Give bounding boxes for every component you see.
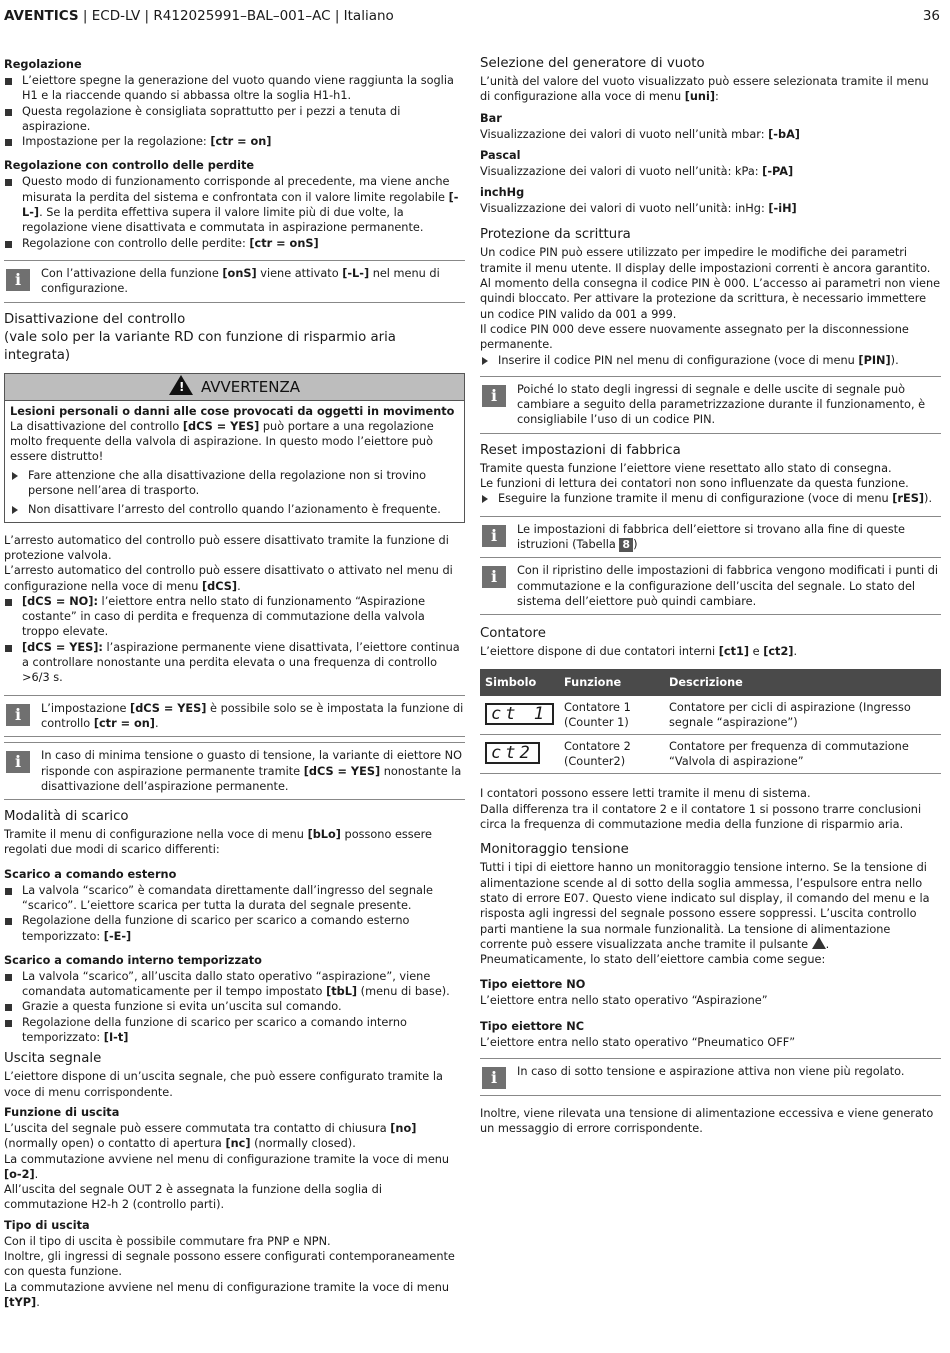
paragraph: Inoltre, gli ingressi di segnale possono essere configurati contemporaneamente con questa funzione. — [4, 1250, 455, 1279]
paragraph: L’eiettore dispone di due contatori interni [ct1] e [ct2]. — [480, 645, 798, 659]
warning-button-icon — [812, 937, 826, 949]
function-cell: Contatore 1 (Counter 1) — [559, 696, 664, 735]
list-item: [dCS = YES]: l’aspirazione permanente viene disattivata, l’eiettore continua a controllare nonostante una perdita elevata o una frequenza di controllo >6/3 s. — [4, 640, 465, 686]
warning-header: !AVVERTENZA — [5, 374, 464, 401]
regolazione-list — [4, 73, 465, 149]
section-reset-title: Reset impostazioni di fabbrica — [480, 442, 681, 458]
warning-text: La disattivazione del controllo [dCS = YES] può portare a una regolazione molto frequente della valvola di aspirazione. In questo modo l’eiettore può essere distrutto! — [10, 419, 434, 464]
info-icon: i — [482, 566, 506, 588]
paragraph: Tramite il menu di configurazione nella voce di menu [bLo] possono essere regolati due modi di scarico differenti: — [4, 828, 432, 857]
paragraph: Pneumaticamente, lo stato dell’eiettore cambia come segue: — [480, 953, 826, 967]
scarico-interno-list — [4, 969, 465, 1045]
info-icon: i — [6, 269, 30, 291]
list-item: Regolazione con controllo delle perdite: [ctr = onS] — [4, 236, 465, 251]
section-contatore-title: Contatore — [480, 626, 546, 642]
list-item: Grazie a questa funzione si evita un’uscita sul comando. — [4, 999, 465, 1014]
unit-inchhg-title: inchHg — [480, 186, 525, 200]
type-no-title: Tipo eiettore NO — [480, 978, 586, 992]
list-item: Inserire il codice PIN nel menu di configurazione (voce di menu [PIN]). — [480, 353, 941, 368]
dcs-list — [4, 594, 465, 686]
section-selezione-title: Selezione del generatore di vuoto — [480, 56, 705, 71]
page-header — [4, 7, 940, 27]
paragraph: L’arresto automatico del controllo può essere disattivato o attivato nel menu di configurazione nella voce di menu [dCS]. — [4, 564, 453, 593]
paragraph: La commutazione avviene nel menu di configurazione tramite la voce di menu [tYP]. — [4, 1280, 450, 1309]
warning-subtitle: Lesioni personali o danni alle cose provocati da oggetti in movimento — [10, 404, 455, 418]
list-item: Regolazione della funzione di scarico per scarico a comando esterno temporizzato: [-E-] — [4, 913, 465, 944]
regolazione-perdite-list — [4, 174, 465, 250]
section-tipo-uscita-title: Tipo di uscita — [4, 1218, 90, 1232]
info-icon: i — [6, 704, 30, 726]
paragraph: L’eiettore dispone di un’uscita segnale, che può essere configurato tramite la voce di menu corrispondente. — [4, 1070, 443, 1099]
list-item: Fare attenzione che alla disattivazione della regolazione non si trovino persone nell’area di trasporto. — [10, 468, 459, 499]
info-icon: i — [482, 1067, 506, 1089]
list-item: Questo modo di funzionamento corrisponde al precedente, ma viene anche misurata la perdita del sistema e confrontata con il valore limite regolabile [-L-]. Se la perdita effettiva supera il valore limite più di due volte, la regolazione viene disattivata e commutata in aspirazione permanente. — [4, 174, 465, 235]
info-note: i Poiché lo stato degli ingressi di segnale e delle uscite di segnale può cambiare a seguito della parametrizzazione durante il funzionamento, è consigliabile l’uso di un codice PIN. — [480, 376, 941, 434]
paragraph: Il codice PIN 000 deve essere nuovamente assegnato per la disconnessione permanente. — [480, 322, 909, 352]
column-header: Simbolo — [480, 669, 559, 696]
reset-actions — [480, 491, 941, 506]
info-note: i L’impostazione [dCS = YES] è possibile solo se è impostata la funzione di controllo [ctr = on]. — [4, 695, 465, 738]
warning-box — [4, 373, 465, 523]
paragraph: Tramite questa funzione l’eiettore viene resettato allo stato di consegna. — [480, 461, 892, 475]
protezione-actions — [480, 353, 941, 368]
paragraph: Al momento della consegna il codice PIN è 000. L’accesso ai parametri non viene quindi bloccato. Per attivare la protezione da scrittura, è necessario immettere un codice PIN valido da 001 a 999. — [480, 277, 941, 321]
section-modalita-scarico-title: Modalità di scarico — [4, 809, 129, 825]
description-cell: Contatore per cicli di aspirazione (Ingresso segnale “aspirazione”) — [664, 696, 941, 735]
info-icon: i — [6, 751, 30, 773]
section-funzione-uscita-title: Funzione di uscita — [4, 1105, 120, 1119]
paragraph: Dalla differenza tra il contatore 2 e il contatore 1 si possono trarre conclusioni circa la frequenza di commutazione media della funzione di risparmio aria. — [480, 802, 922, 832]
unit-bar-title: Bar — [480, 111, 502, 125]
left-column — [4, 55, 465, 1310]
counter-table — [480, 669, 941, 774]
section-scarico-esterno-title: Scarico a comando esterno — [4, 867, 177, 881]
info-note: i In caso di sotto tensione e aspirazione attiva non viene più regolato. — [480, 1058, 941, 1096]
section-regolazione-perdite-title: Regolazione con controllo delle perdite — [4, 159, 255, 173]
paragraph: Visualizzazione dei valori di vuoto nell’unità: inHg: [-iH] — [480, 202, 797, 216]
symbol-cell — [480, 735, 559, 774]
info-note: i Le impostazioni di fabbrica dell’eiettore si trovano alla fine di queste istruzioni (Tabella 8 ) — [480, 516, 941, 559]
paragraph: La commutazione avviene nel menu di configurazione tramite la voce di menu [o-2]. — [4, 1152, 450, 1181]
paragraph: All’uscita del segnale OUT 2 è assegnata la funzione della soglia di commutazione H2-h 2 (controllo parti). — [4, 1183, 382, 1212]
paragraph: Le funzioni di lettura dei contatori non sono influenzate da questa funzione. — [480, 477, 909, 491]
list-item: La valvola “scarico” è comandata direttamente dall’ingresso del segnale “scarico”. L’eiettore scarica per tutta la durata del segnale presente. — [4, 883, 465, 914]
scarico-esterno-list — [4, 883, 465, 944]
page-number: 36 — [922, 8, 940, 24]
section-disattivazione-title: Disattivazione del controllo (vale solo per la variante RD con funzione di risparmio aria integrata) — [4, 311, 396, 363]
paragraph: Visualizzazione dei valori di vuoto nell’unità mbar: [-bA] — [480, 127, 800, 141]
type-nc-title: Tipo eiettore NC — [480, 1019, 585, 1033]
column-header: Descrizione — [664, 669, 941, 696]
right-column — [480, 55, 941, 1137]
display-symbol-ct2: ct2 — [485, 742, 540, 764]
info-note: i Con l’attivazione della funzione [onS] viene attivato [-L-] nel menu di configurazione. — [4, 260, 465, 303]
list-item: La valvola “scarico”, all’uscita dallo stato operativo “aspirazione”, viene comandata automaticamente per il tempo impostato [tbL] (menu di base). — [4, 969, 465, 1000]
list-item: Eseguire la funzione tramite il menu di configurazione (voce di menu [rES]). — [480, 491, 941, 506]
list-item: Questa regolazione è consigliata soprattutto per i pezzi a tenuta di aspirazione. — [4, 104, 465, 135]
function-cell: Contatore 2 (Counter2) — [559, 735, 664, 774]
unit-pascal-title: Pascal — [480, 148, 521, 162]
paragraph: Inoltre, viene rilevata una tensione di alimentazione eccessiva e viene generato un messaggio di errore corrispondente. — [480, 1106, 934, 1136]
warning-icon — [169, 375, 193, 395]
list-item: Impostazione per la regolazione: [ctr = on] — [4, 134, 465, 149]
paragraph: L’uscita del segnale può essere commutata tra contatto di chiusura [no] (normally open) o contatto di apertura [nc] (normally closed). — [4, 1121, 417, 1151]
section-regolazione-title: Regolazione — [4, 58, 82, 71]
list-item: Regolazione della funzione di scarico per scarico a comando interno temporizzato: [I-t] — [4, 1015, 465, 1046]
info-note: i In caso di minima tensione o guasto di tensione, la variante di eiettore NO risponde con aspirazione permanente tramite [dCS = YES] nonostante la disattivazione dell’aspirazione permanente. — [4, 742, 465, 800]
description-cell: Contatore per frequenza di commutazione “Valvola di aspirazione” — [664, 735, 941, 774]
paragraph: L’arresto automatico del controllo può essere disattivato tramite la funzione di protezione valvola. — [4, 533, 449, 562]
table-row — [480, 735, 941, 774]
paragraph: Visualizzazione dei valori di vuoto nell’unità: kPa: [-PA] — [480, 164, 794, 178]
section-scarico-interno-title: Scarico a comando interno temporizzato — [4, 953, 262, 967]
paragraph: L’eiettore entra nello stato operativo “Aspirazione” — [480, 994, 768, 1008]
table-row — [480, 696, 941, 735]
brand-name: AVENTICS — [4, 8, 79, 24]
paragraph: L’eiettore entra nello stato operativo “Pneumatico OFF” — [480, 1035, 796, 1049]
section-monitoraggio-title: Monitoraggio tensione — [480, 842, 629, 858]
paragraph: Con il tipo di uscita è possibile commutare fra PNP e NPN. — [4, 1234, 331, 1248]
paragraph: Un codice PIN può essere utilizzato per impedire le modifiche dei parametri tramite il menu utente. Il display delle impostazioni correnti è ancora garantito. — [480, 246, 931, 275]
table-header-row — [480, 669, 941, 696]
section-protezione-title: Protezione da scrittura — [480, 227, 631, 243]
list-item: Non disattivare l’arresto del controllo quando l’azionamento è frequente. — [10, 502, 459, 517]
table-reference[interactable]: 8 — [619, 538, 633, 552]
info-icon: i — [482, 385, 506, 407]
column-header: Funzione — [559, 669, 664, 696]
paragraph: I contatori possono essere letti tramite il menu di sistema. — [480, 787, 811, 801]
paragraph: Tutti i tipi di eiettore hanno un monitoraggio tensione interno. Se la tensione di alimentazione scende al di sotto della soglia ammessa, l’espulsore entra nello stato di errore E07. Questo viene indicato sul display, il comando del menu e la risposta agli ingressi del segnale possono essere soppressi. L’uscita controllo parti mantiene la sua normale funzionalità. La tensione di alimentazione corrente può essere visualizzata anche tramite il pulsante . — [480, 861, 930, 951]
list-item: L’eiettore spegne la generazione del vuoto quando viene raggiunta la soglia H1 e la riaccende quando si abbassa oltre la soglia H1-h1. — [4, 73, 465, 104]
section-uscita-segnale-title: Uscita segnale — [4, 1051, 102, 1067]
symbol-cell — [480, 696, 559, 735]
display-symbol-ct1: ct 1 — [485, 703, 554, 725]
warning-actions — [10, 468, 459, 518]
info-icon: i — [482, 525, 506, 547]
document-meta: | ECD-LV | R412025991–BAL–001–AC | Italiano — [78, 8, 394, 24]
info-note: i Con il ripristino delle impostazioni di fabbrica vengono modificati i punti di commutazione e la configurazione dell’uscita del segnale. Lo stato del sistema dell’eiettore può quindi cambiare. — [480, 558, 941, 615]
paragraph: L’unità del valore del vuoto visualizzato può essere selezionata tramite il menu di configurazione alla voce di menu [uni]: — [480, 75, 929, 104]
list-item: [dCS = NO]: l’eiettore entra nello stato di funzionamento “Aspirazione costante” in caso di perdita e frequenza di commutazione della valvola troppo elevate. — [4, 594, 465, 640]
